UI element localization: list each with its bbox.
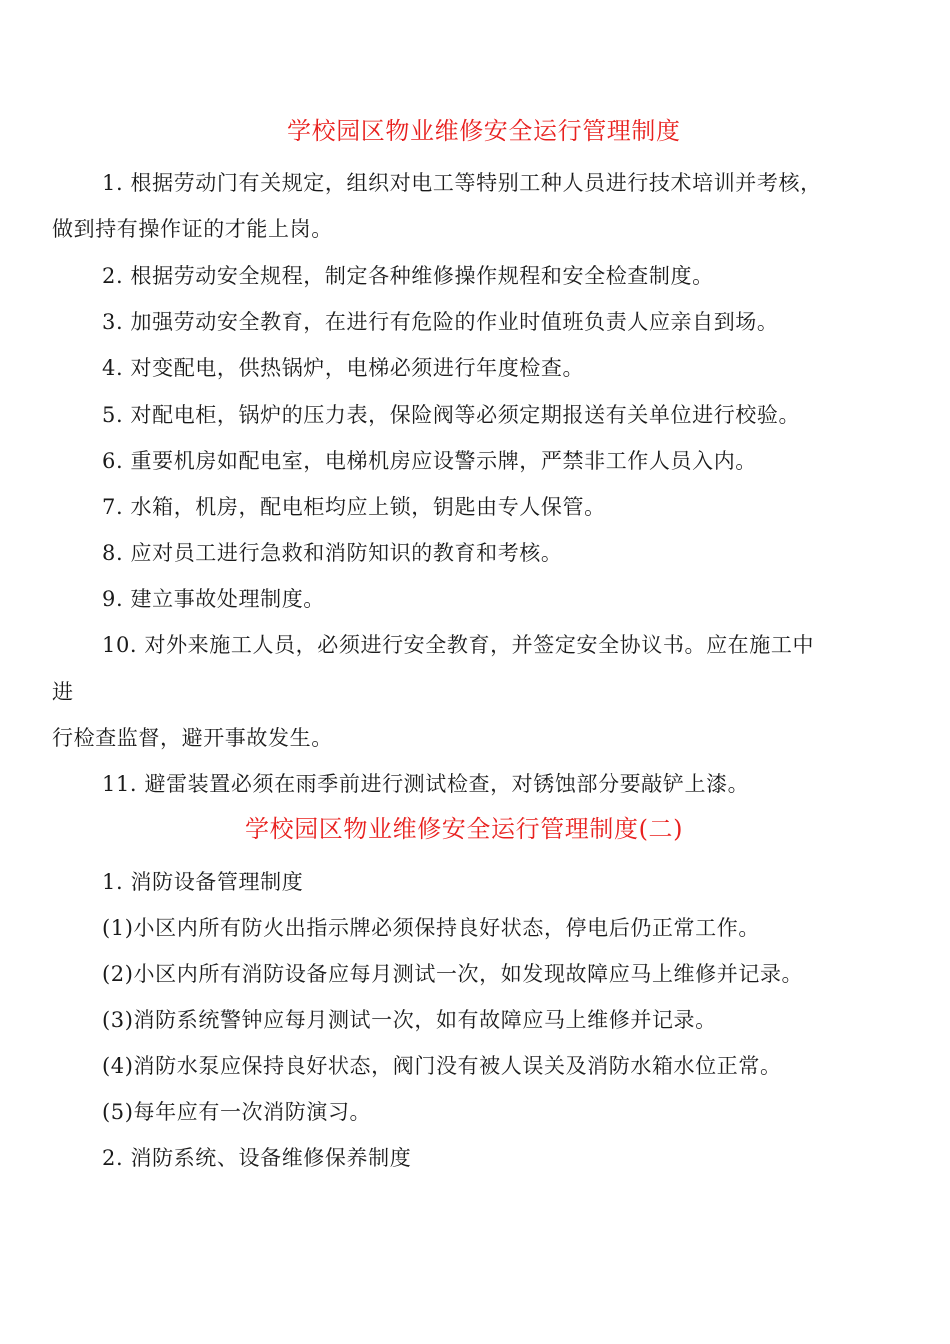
section-two-subitem-3: (3)消防系统警钟应每月测试一次，如有故障应马上维修并记录。 (102, 1008, 717, 1032)
paragraph-item-1-continued: 做到持有操作证的才能上岗。 (52, 217, 333, 241)
section-two-item-2: 2. 消防系统、设备维修保养制度 (102, 1146, 412, 1170)
section-two-subitem-4: (4)消防水泵应保持良好状态，阀门没有被人误关及消防水箱水位正常。 (102, 1054, 782, 1078)
paragraph-item-6: 6. 重要机房如配电室，电梯机房应设警示牌，严禁非工作人员入内。 (102, 449, 757, 473)
paragraph-item-8: 8. 应对员工进行急救和消防知识的教育和考核。 (102, 541, 563, 565)
paragraph-item-10-wrap: 进 (52, 680, 74, 704)
paragraph-item-9: 9. 建立事故处理制度。 (102, 587, 325, 611)
paragraph-item-10: 10. 对外来施工人员，必须进行安全教育，并签定安全协议书。应在施工中 (102, 633, 815, 657)
section-two-subitem-2: (2)小区内所有消防设备应每月测试一次，如发现故障应马上维修并记录。 (102, 962, 804, 986)
paragraph-item-1: 1. 根据劳动门有关规定，组织对电工等特别工种人员进行技术培训并考核， (102, 171, 822, 195)
paragraph-item-7: 7. 水箱，机房，配电柜均应上锁，钥匙由专人保管。 (102, 495, 606, 519)
paragraph-item-4: 4. 对变配电，供热锅炉，电梯必须进行年度检查。 (102, 356, 585, 380)
paragraph-item-5: 5. 对配电柜，锅炉的压力表，保险阀等必须定期报送有关单位进行校验。 (102, 403, 801, 427)
section-two-subitem-1: (1)小区内所有防火出指示牌必须保持良好状态，停电后仍正常工作。 (102, 916, 760, 940)
paragraph-item-2: 2. 根据劳动安全规程，制定各种维修操作规程和安全检查制度。 (102, 264, 714, 288)
paragraph-item-3: 3. 加强劳动安全教育，在进行有危险的作业时值班负责人应亲自到场。 (102, 310, 779, 334)
section-two-subitem-5: (5)每年应有一次消防演习。 (102, 1100, 372, 1124)
paragraph-item-10-continued: 行检查监督，避开事故发生。 (52, 726, 333, 750)
section-two-title: 学校园区物业维修安全运行管理制度(二) (245, 815, 684, 843)
section-two-item-1: 1. 消防设备管理制度 (102, 870, 304, 894)
document-title: 学校园区物业维修安全运行管理制度 (287, 117, 681, 145)
paragraph-item-11: 11. 避雷装置必须在雨季前进行测试检查，对锈蚀部分要敲铲上漆。 (102, 772, 750, 796)
